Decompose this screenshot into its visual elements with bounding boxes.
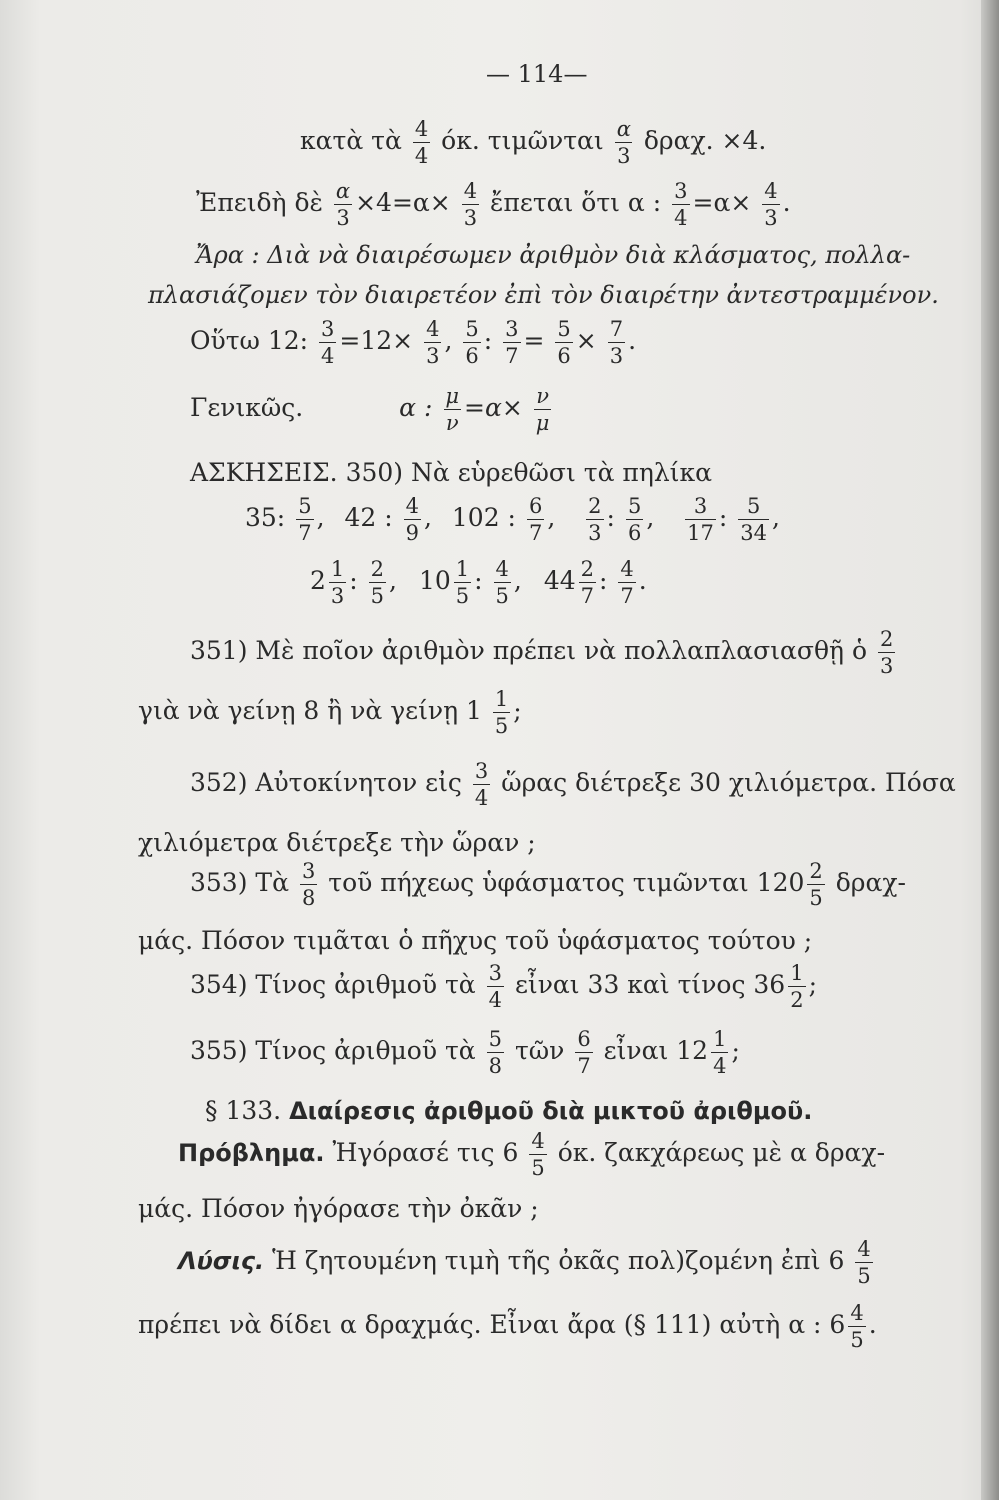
exercise-352-line-2: χιλιόμετρα διέτρεξε τὴν ὥραν ; [138, 828, 536, 857]
exercises-heading: ΑΣΚΗΣΕΙΣ. 350) Νὰ εὑρεθῶσι τὰ πηλίκα [190, 458, 712, 487]
exercise-351-line-1: 351) Μὲ ποῖον ἀριθμὸν πρέπει νὰ πολλαπλασιασθῇ ὁ $\frac{2}{3}$ [190, 627, 894, 679]
fraction: $\frac{4}{3}$ [764, 179, 778, 231]
exercise-350-row-2: 2 $\frac{1}{3}$ : $\frac{2}{5}$ , 10 $\frac{1}{5}$ : $\frac{4}{5}$ , 44 $\frac{2}{7}$ : $\frac{4}{7}$ . [310, 557, 647, 609]
exercise-350-row-1: 35: $\frac{5}{7}$ , 42 : $\frac{4}{9}$ , 102 : $\frac{6}{7}$ , $\frac{2}{3}$ : $\frac{5}{6}$ , $\frac{3}{17}$ : $\frac{5}{34}$ , [245, 494, 780, 546]
rule-line-1: Ἄρα : Διὰ νὰ διαιρέσωμεν ἀριθμὸν διὰ κλάσματος, πολλα- [196, 241, 911, 269]
problem-line-1: Πρόβλημα. Ἠγόρασέ τις 6 $\frac{4}{5}$ όκ. ζακχάρεως μὲ α δραχ- [178, 1129, 886, 1181]
text-line: κατὰ τὰ $\frac{4}{4}$ όκ. τιμῶνται $\frac{\alpha}{3}$ δραχ. ×4. [300, 117, 767, 169]
exercise-355-line: 355) Τίνος ἀριθμοῦ τὰ $\frac{5}{8}$ τῶν $\frac{6}{7}$ εἶναι 12 $\frac{1}{4}$ ; [190, 1027, 740, 1079]
problem-line-2: μάς. Πόσον ἠγόρασε τὴν ὀκᾶν ; [138, 1194, 539, 1223]
text-line: Ἐπειδὴ δὲ $\frac{\alpha}{3}$ ×4=α× $\frac{4}{3}$ ἔπεται ὅτι α : $\frac{3}{4}$ =α× $\frac{4}{3}$ . [196, 179, 791, 231]
exercise-351-line-2: γιὰ νὰ γείνῃ 8 ἢ νὰ γείνῃ 1 $\frac{1}{5}$ ; [138, 687, 522, 739]
solution-line-2: πρέπει νὰ δίδει α δραχμάς. Εἶναι ἄρα (§ 111) αὐτὴ α : 6 $\frac{4}{5}$ . [138, 1301, 877, 1353]
page-number: — 114— [486, 60, 588, 88]
exercise-353-line-2: μάς. Πόσον τιμᾶται ὁ πῆχυς τοῦ ὑφάσματος τούτου ; [138, 926, 813, 955]
fraction: $\frac{3}{4}$ [674, 179, 688, 231]
section-heading: § 133. Διαίρεσις ἀριθμοῦ διὰ μικτοῦ ἀριθμοῦ. [205, 1096, 813, 1125]
fraction: $\frac{4}{4}$ [414, 117, 429, 169]
page-edge-shadow [981, 0, 999, 1500]
solution-line-1: Λύσις. Ἡ ζητουμένη τιμὴ τῆς ὀκᾶς πολ)ζομένη ἐπὶ 6 $\frac{4}{5}$ [178, 1237, 871, 1289]
fraction: $\frac{\alpha}{3}$ [616, 117, 631, 169]
general-line: Γενικῶς. α : $\frac{\mu}{\nu}$ =α× $\frac{\nu}{\mu}$ [190, 384, 550, 436]
exercise-354-line: 354) Τίνος ἀριθμοῦ τὰ $\frac{3}{4}$ εἶναι 33 καὶ τίνος 36 $\frac{1}{2}$ ; [190, 961, 818, 1013]
example-line: Οὕτω 12: $\frac{3}{4}$ =12× $\frac{4}{3}$ , $\frac{5}{6}$ : $\frac{3}{7}$ = $\frac{5}{6}$ × $\frac{7}{3}$ . [190, 317, 637, 369]
exercise-352-line-1: 352) Αὐτοκίνητον εἰς $\frac{3}{4}$ ὥρας διέτρεξε 30 χιλιόμετρα. Πόσα [190, 759, 956, 811]
fraction: $\frac{\alpha}{3}$ [335, 179, 351, 231]
rule-line-2: πλασιάζομεν τὸν διαιρετέον ἐπὶ τὸν διαιρέτην ἀντεστραμμένον. [148, 281, 939, 309]
fraction: $\frac{4}{3}$ [463, 179, 478, 231]
exercise-353-line-1: 353) Τὰ $\frac{3}{8}$ τοῦ πήχεως ὑφάσματος τιμῶνται 120 $\frac{2}{5}$ δραχ- [190, 859, 906, 911]
